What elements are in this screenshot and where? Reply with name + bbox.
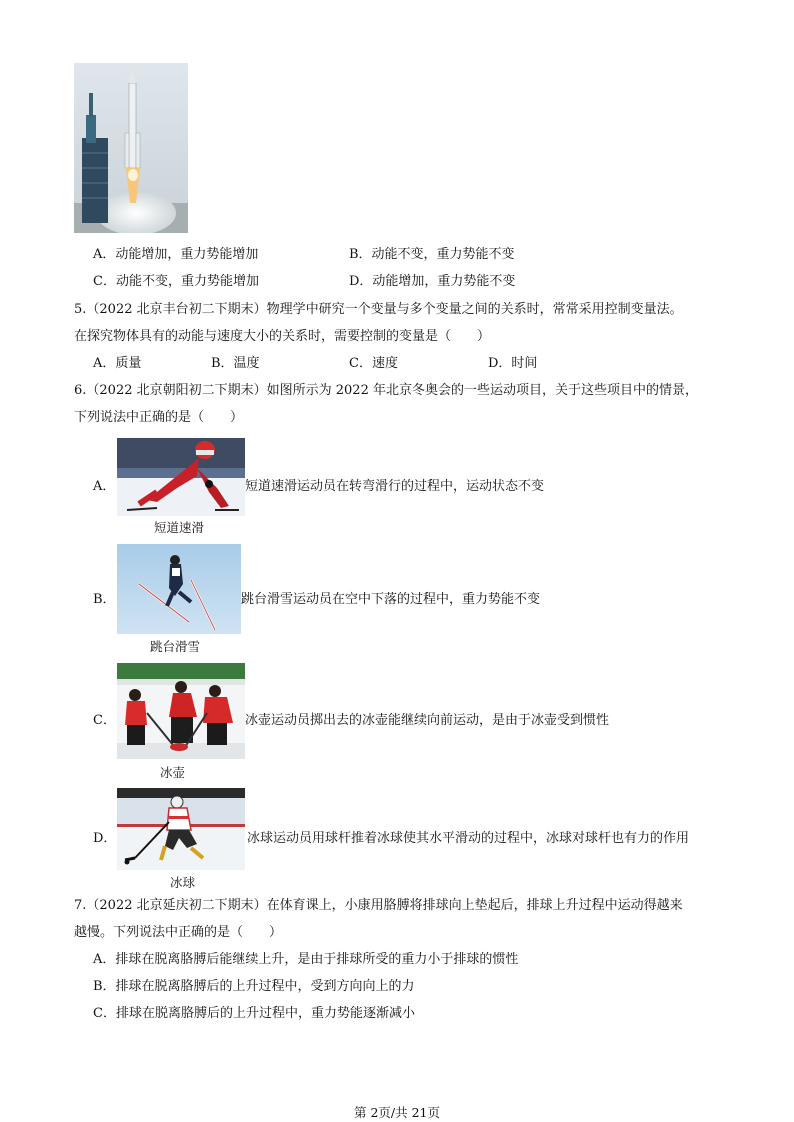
q6-option-c-letter: C． [93, 713, 116, 728]
q7-option-b: B．排球在脱离胳膊后的上升过程中，受到方向向上的力 [93, 979, 415, 994]
q6-option-a-caption: 短道速滑 [154, 520, 205, 535]
q6-option-c-text: 冰壶运动员掷出去的冰壶能继续向前运动，是由于冰壶受到惯性 [245, 713, 610, 728]
q6-option-c-caption: 冰壶 [160, 765, 186, 780]
q5-stem-line2: 在探究物体具有的动能与速度大小的关系时，需要控制的变量是（ ） [74, 329, 491, 344]
q5-stem-line1: 5.（2022 北京丰台初二下期末）物理学中研究一个变量与多个变量之间的关系时，常常采用控制变量法。 [74, 302, 683, 317]
q6-option-d-text: 冰球运动员用球杆推着冰球使其水平滑动的过程中，冰球对球杆也有力的作用 [247, 831, 690, 846]
q6-option-b-caption: 跳台滑雪 [150, 639, 201, 654]
q7-option-a: A．排球在脱离胳膊后能继续上升，是由于排球所受的重力小于排球的惯性 [93, 952, 519, 967]
q5-option-a: A．质量 [93, 356, 142, 371]
ice-hockey-photo [117, 788, 245, 870]
q6-option-b-letter: B． [93, 592, 116, 607]
page-number: 第 2页/共 21页 [353, 1105, 441, 1120]
q4-option-d: D．动能增加，重力势能不变 [349, 274, 516, 289]
short-track-skating-photo [117, 438, 245, 516]
q6-option-d-caption: 冰球 [170, 875, 196, 890]
q5-option-d: D．时间 [488, 356, 538, 371]
q5-option-b: B．温度 [211, 356, 260, 371]
q7-option-c: C．排球在脱离胳膊后的上升过程中，重力势能逐渐减小 [93, 1006, 415, 1021]
q6-stem-line1: 6.（2022 北京朝阳初二下期末）如图所示为 2022 年北京冬奥会的一些运动项目，关于这些项目中的情景， [74, 383, 698, 398]
curling-photo [117, 663, 245, 759]
q4-option-c: C．动能不变，重力势能增加 [93, 274, 259, 289]
q6-option-b-text: 跳台滑雪运动员在空中下落的过程中，重力势能不变 [241, 592, 541, 607]
q6-option-d-letter: D． [93, 831, 117, 846]
ski-jumping-photo [117, 544, 241, 634]
q4-option-b: B．动能不变，重力势能不变 [349, 247, 515, 262]
q7-stem-line2: 越慢。下列说法中正确的是（ ） [74, 925, 283, 940]
rocket-launch-photo [74, 63, 188, 233]
q6-stem-line2: 下列说法中正确的是（ ） [74, 410, 244, 425]
q6-option-a-text: 短道速滑运动员在转弯滑行的过程中，运动状态不变 [245, 479, 545, 494]
q6-option-a-letter: A． [93, 479, 116, 494]
q5-option-c: C．速度 [349, 356, 398, 371]
q4-option-a: A．动能增加，重力势能增加 [93, 247, 259, 262]
q7-stem-line1: 7.（2022 北京延庆初二下期末）在体育课上，小康用胳膊将排球向上垫起后，排球上升过程中运动得越来 [74, 898, 683, 913]
